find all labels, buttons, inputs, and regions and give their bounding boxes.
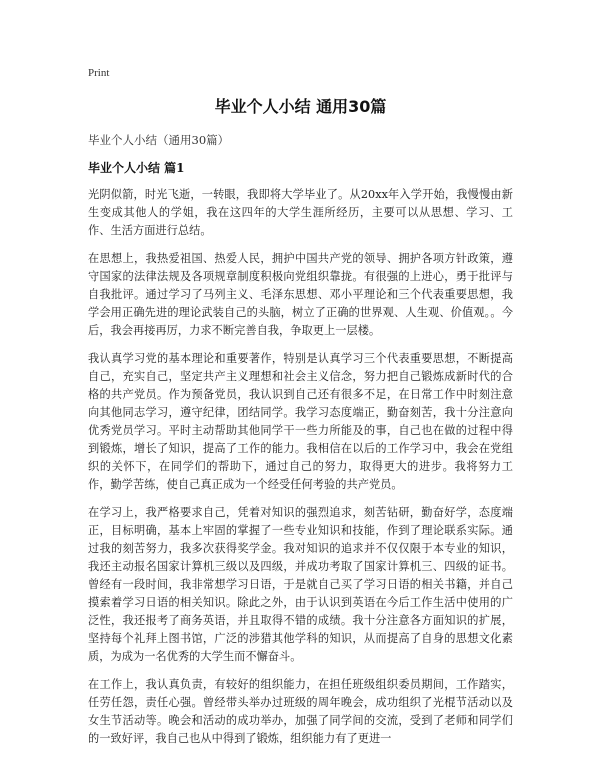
document-subtitle: 毕业个人小结（通用30篇） <box>88 133 230 147</box>
paragraph-intro: 光阴似箭，时光飞逝，一转眼，我即将大学毕业了。从20xx年入学开始，我慢慢由新生变成其他人的学姐，我在这四年的大学生涯所经历，主要可以从思想、学习、工作、生活方面进行总结。 <box>88 188 513 237</box>
document-page <box>88 66 513 758</box>
section-heading: 毕业个人小结 篇1 <box>88 161 185 175</box>
paragraph-study: 在学习上，我严格要求自己，凭着对知识的强烈追求，刻苦钻研，勤奋好学，态度端正，目标明确，基本上牢固的掌握了一些专业知识和技能，作到了理论联系实际。通过我的刻苦努力，我多次获得奖学金。我对知识的追求并不仅仅限于本专业的知识，我还主动报名国家计算机三级以及四级，并成功考取了国家计算机三、四级的证书。曾经有一段时间，我非常想学习日语，于是就自己买了学习日语的相关书籍，并自己摸索着学习日语的相关知识。除此之外，由于认识到英语在今后工作生活中使用的广泛性，我还报考了商务英语，并且取得不错的成绩。我十分注意各方面知识的扩展，坚持每个礼拜上图书馆，广泛的涉猎其他学科的知识，从而提高了自身的思想文化素质，为成为一名优秀的大学生而不懈奋斗。 <box>88 506 513 663</box>
paragraph-work: 在工作上，我认真负责，有较好的组织能力，在担任班级组织委员期间，工作踏实，任劳任怨，责任心强。曾经带头举办过班级的周年晚会，成功组织了光棍节活动以及女生节活动等。晚会和活动的成功举办，加强了同学间的交流，受到了老师和同学们的一致好评，我自己也从中得到了锻炼，组织能力有了更进一 <box>88 678 513 745</box>
paragraph-thought: 在思想上，我热爱祖国、热爱人民，拥护中国共产党的领导、拥护各项方针政策，遵守国家的法律法规及各项规章制度积极向党组织靠拢。有很强的上进心，勇于批评与自我批评。通过学习了马列主义、毛泽东思想、邓小平理论和三个代表重要思想，我学会用正确先进的理论武装自己的头脑，树立了正确的世界观、人生观、价值观。。今后，我会再接再厉，力求不断完善自我，争取更上一层楼。 <box>88 252 513 337</box>
page-title: 毕业个人小结 通用30篇 <box>214 97 387 116</box>
print-label[interactable]: Print <box>88 67 110 79</box>
paragraph-party-study: 我认真学习党的基本理论和重要著作，特别是认真学习三个代表重要思想，不断提高自己，充实自己，坚定共产主义理想和社会主义信念，努力把自己锻炼成新时代的合格的共产党员。作为预备党员，我认识到自己还有很多不足，在日常工作中时刻注意向其他同志学习，遵守纪律，团结同学。我学习态度端正，勤奋刻苦，我十分注意向优秀党员学习。平时主动帮助其他同学干一些力所能及的事，自己也在做的过程中得到锻炼，增长了知识，提高了工作的能力。我相信在以后的工作学习中，我会在党组织的关怀下，在同学们的帮助下，通过自己的努力，取得更大的进步。我将努力工作，勤学苦练，使自己真正成为一个经受任何考验的共产党员。 <box>88 352 513 491</box>
